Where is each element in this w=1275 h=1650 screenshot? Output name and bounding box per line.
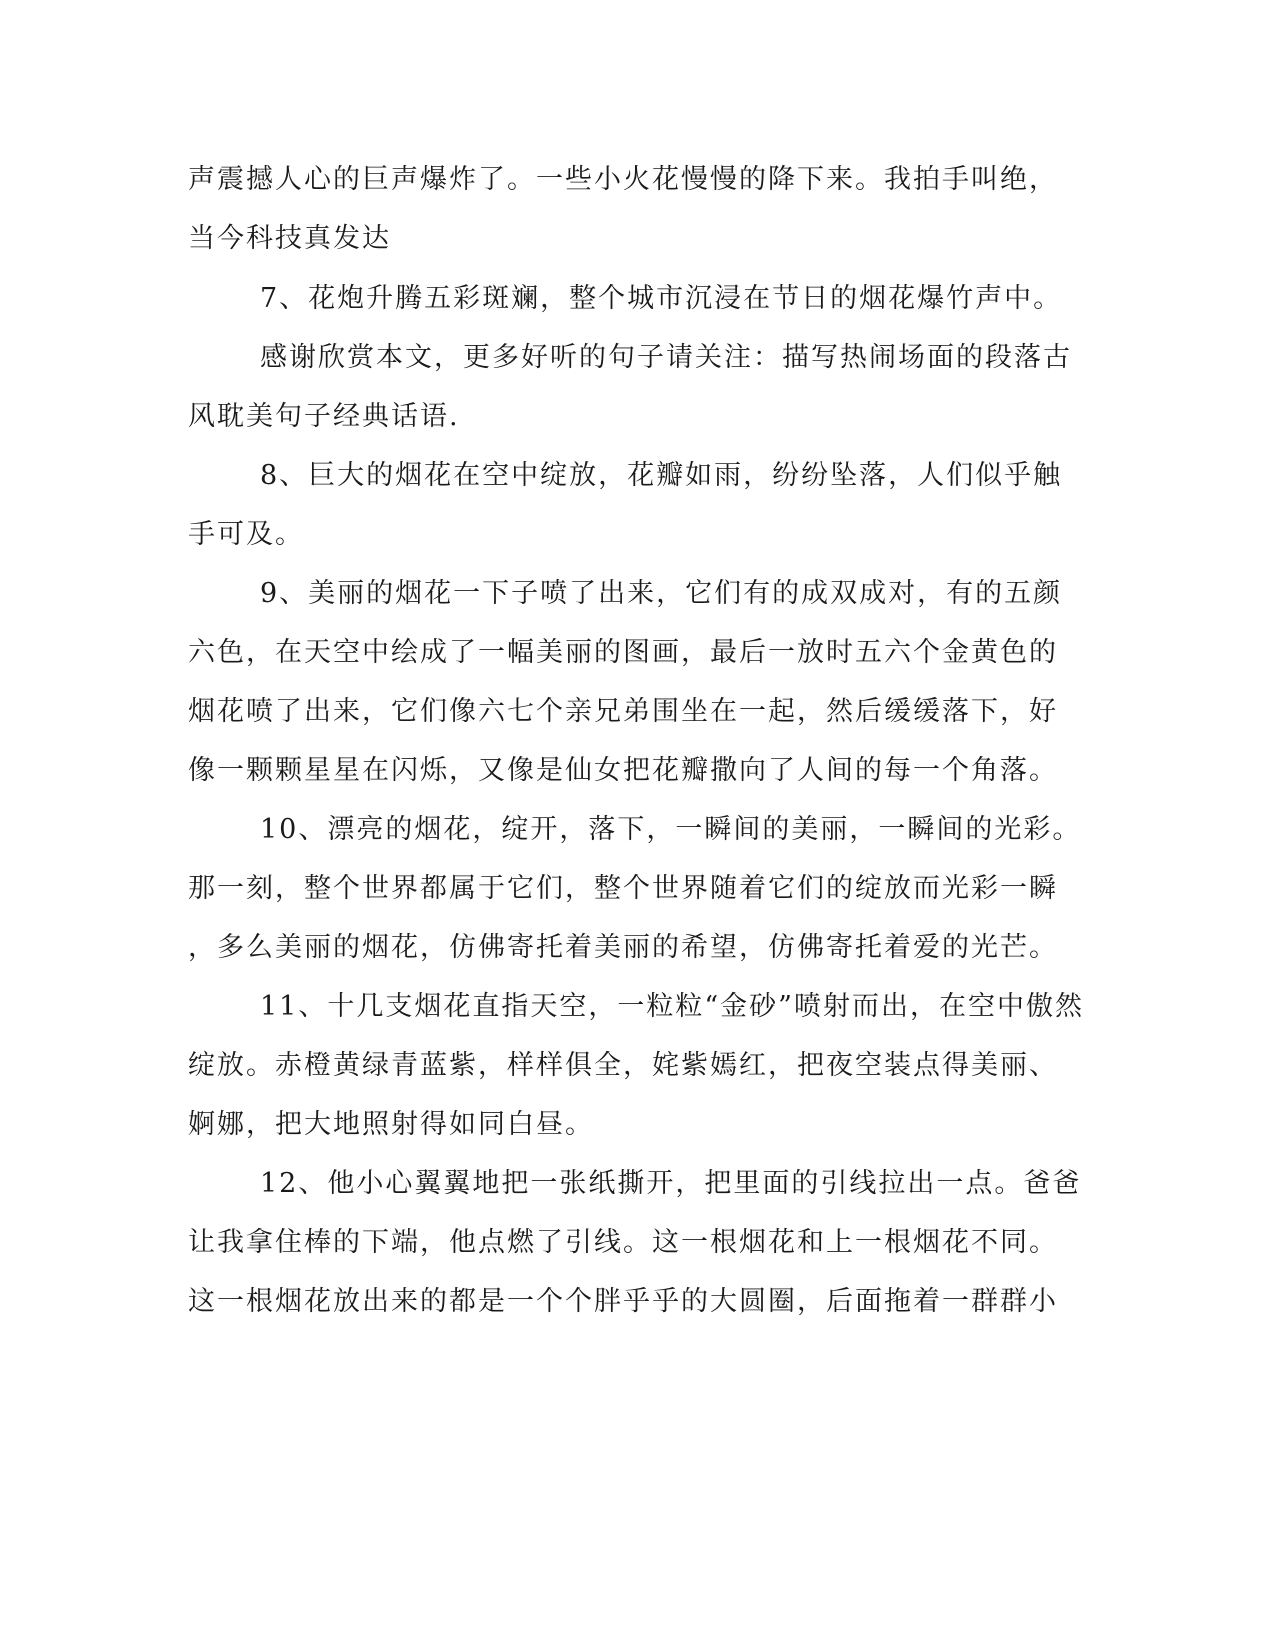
text-line: 那一刻，整个世界都属于它们，整个世界随着它们的绽放而光彩一瞬 [188,873,1058,904]
text-line: 这一根烟花放出来的都是一个个胖乎乎的大圆圈，后面拖着一群群小 [188,1286,1058,1317]
paragraph-7: 7、花炮升腾五彩斑斓，整个城市沉浸在节日的烟花爆竹声中。 [260,283,1063,314]
text-line: 六色，在天空中绘成了一幅美丽的图画，最后一放时五六个金黄色的 [188,637,1058,668]
text-line: 婀娜，把大地照射得如同白昼。 [188,1109,594,1140]
text-line: 绽放。赤橙黄绿青蓝紫，样样俱全，姹紫嫣红，把夜空装点得美丽、 [188,1050,1058,1081]
paragraph-note: 感谢欣赏本文，更多好听的句子请关注：描写热闹场面的段落古 [260,342,1072,373]
text-line: 像一颗颗星星在闪烁，又像是仙女把花瓣撒向了人间的每一个角落。 [188,755,1058,786]
paragraph-10: 10、漂亮的烟花，绽开，落下，一瞬间的美丽，一瞬间的光彩。 [260,814,1082,845]
text-line: 烟花喷了出来，它们像六七个亲兄弟围坐在一起，然后缓缓落下，好 [188,696,1058,727]
paragraph-11: 11、十几支烟花直指天空，一粒粒“金砂”喷射而出，在空中傲然 [260,991,1084,1022]
text-line: 风耽美句子经典话语. [188,401,460,432]
text-line: 让我拿住棒的下端，他点燃了引线。这一根烟花和上一根烟花不同。 [188,1227,1058,1258]
text-line: 声震撼人心的巨声爆炸了。一些小火花慢慢的降下来。我拍手叫绝， [188,164,1058,195]
text-line: 手可及。 [188,519,304,550]
paragraph-9: 9、美丽的烟花一下子喷了出来，它们有的成双成对，有的五颜 [260,578,1063,609]
text-line: ，多么美丽的烟花，仿佛寄托着美丽的希望，仿佛寄托着爱的光芒。 [188,932,1058,963]
text-line: 当今科技真发达 [188,223,391,254]
paragraph-12: 12、他小心翼翼地把一张纸撕开，把里面的引线拉出一点。爸爸 [260,1168,1082,1199]
paragraph-8: 8、巨大的烟花在空中绽放，花瓣如雨，纷纷坠落，人们似乎触 [260,460,1063,491]
